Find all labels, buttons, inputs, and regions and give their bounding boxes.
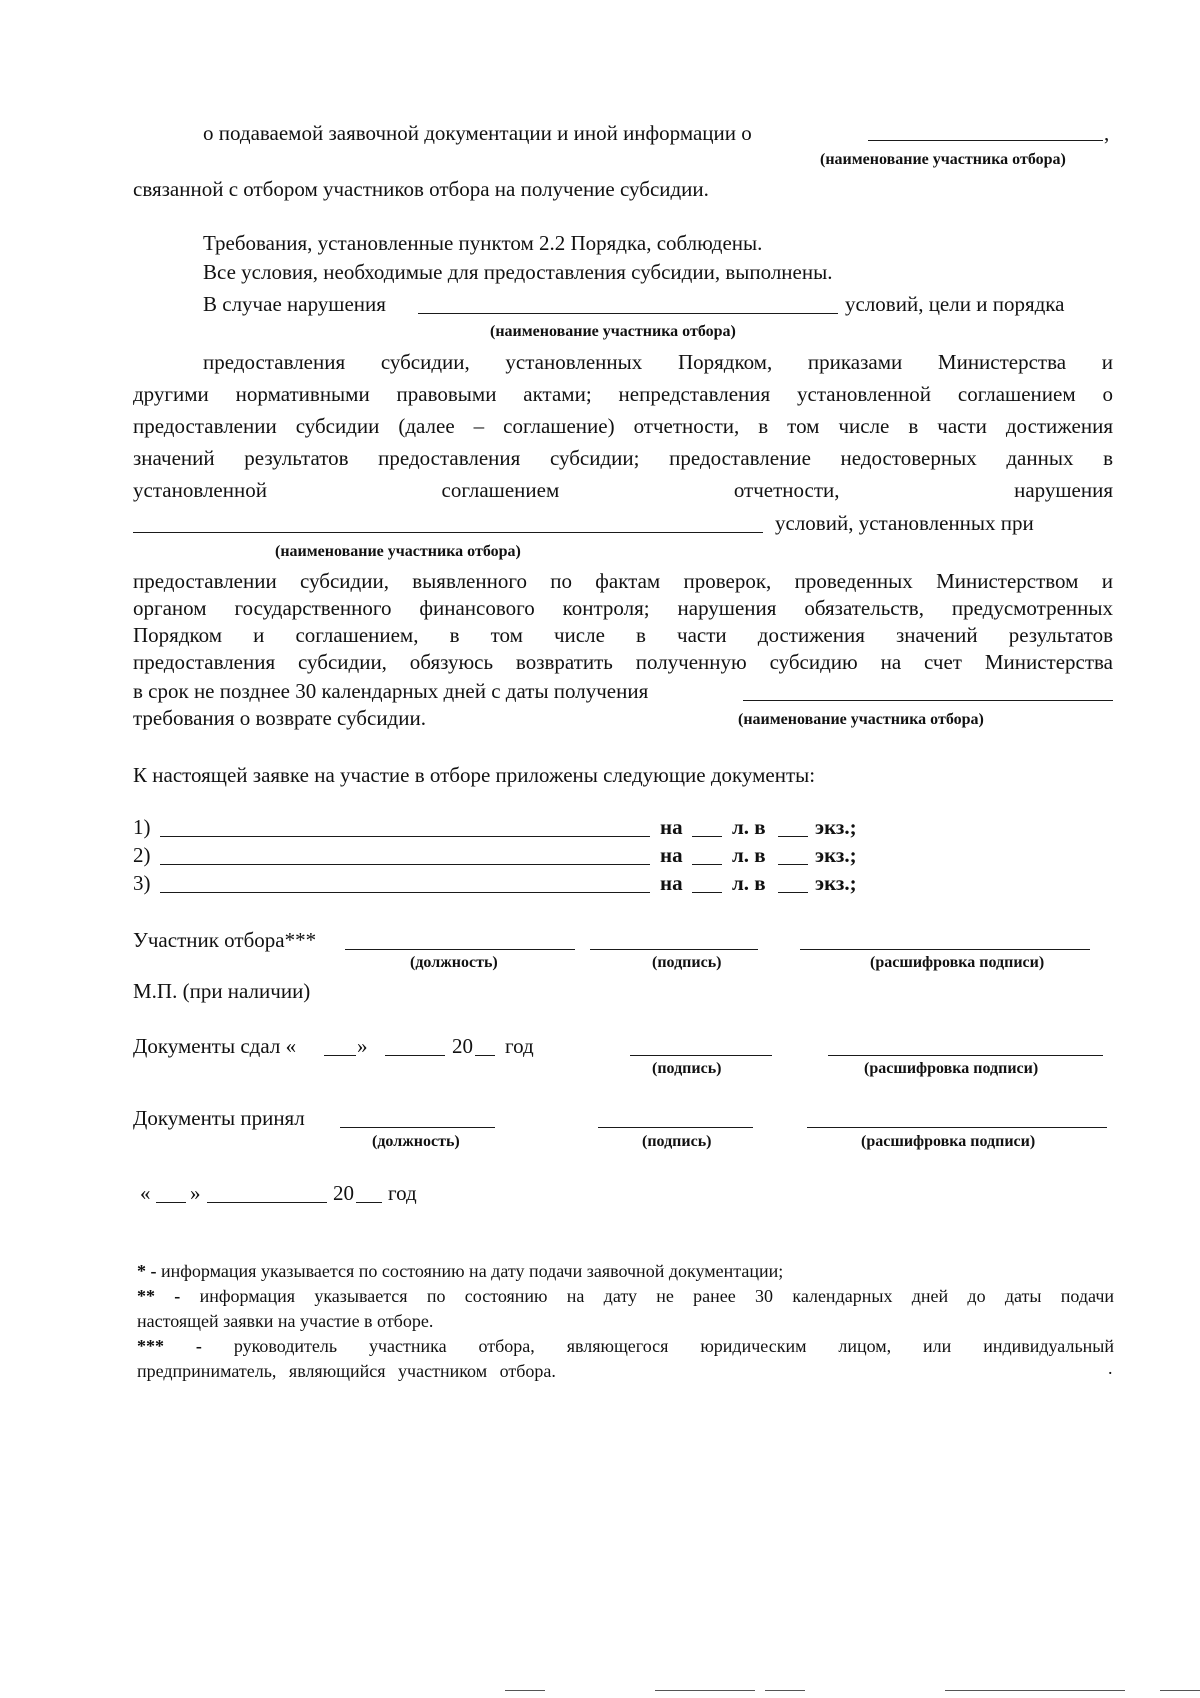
body-line-10: предоставления субсидии, обязуюсь возвратить полученную субсидию на счет Министерства	[133, 650, 1113, 674]
date-year-blank[interactable]	[356, 1202, 382, 1203]
footnote-2	[137, 1287, 1114, 1305]
attachment-sheets-blank[interactable]	[692, 864, 722, 865]
attachment-number: 2)	[133, 843, 151, 867]
scan-mark	[1160, 1690, 1200, 1691]
footnote-3-cont: предприниматель, являющийся участником отбора.	[137, 1361, 556, 1381]
conditions-met: Все условия, необходимые для предоставления субсидии, выполнены.	[203, 260, 833, 284]
violation-participant-blank[interactable]	[418, 313, 838, 314]
body-line-2: другими нормативными правовыми актами; непредставления установленной соглашением о	[133, 382, 1113, 406]
attachment-copies-label: экз.;	[815, 843, 857, 867]
attachment-copies-blank[interactable]	[778, 892, 808, 893]
attachment-sheets-label: л. в	[732, 815, 766, 839]
body-line-5: установленной соглашением отчетности, нарушения	[133, 478, 1113, 502]
body-line-12: требования о возврате субсидии.	[133, 706, 426, 730]
handed-year-word: год	[505, 1034, 534, 1058]
footnote-3-mark: *** -	[137, 1336, 202, 1356]
footnote-1-mark: * -	[137, 1261, 157, 1281]
attachment-name-blank[interactable]	[160, 892, 650, 893]
handed-day-blank[interactable]	[324, 1055, 356, 1056]
accepted-signature-blank[interactable]	[598, 1127, 753, 1128]
attachment-number: 3)	[133, 871, 151, 895]
attachment-name-blank[interactable]	[160, 864, 650, 865]
accepted-position-caption: (должность)	[372, 1133, 460, 1150]
participant-signature-blank[interactable]	[590, 949, 758, 950]
participant-position-blank[interactable]	[345, 949, 575, 950]
stray-dot: .	[1108, 1358, 1113, 1378]
breach-participant-blank[interactable]	[133, 532, 763, 533]
handed-signature-caption: (подпись)	[652, 1060, 722, 1077]
attachment-copies-label: экз.;	[815, 871, 857, 895]
attachment-copies-label: экз.;	[815, 815, 857, 839]
handed-quote-close: »	[357, 1034, 368, 1058]
attachment-na: на	[660, 843, 683, 867]
accepted-label: Документы принял	[133, 1106, 305, 1130]
footnote-2-cont: настоящей заявки на участие в отборе.	[137, 1311, 434, 1331]
breach-participant-caption: (наименование участника отбора)	[275, 543, 521, 560]
violation-end: условий, цели и порядка	[845, 292, 1065, 316]
date-year-word: год	[388, 1181, 417, 1205]
stamp-note: М.П. (при наличии)	[133, 979, 311, 1003]
footnote-1	[137, 1262, 1114, 1280]
participant-decode-blank[interactable]	[800, 949, 1090, 950]
participant-signature-caption: (подпись)	[652, 954, 722, 971]
requirements-met: Требования, установленные пунктом 2.2 Порядка, соблюдены.	[203, 231, 763, 255]
footnote-3	[137, 1337, 1114, 1355]
scan-mark	[505, 1690, 545, 1691]
refund-participant-blank[interactable]	[743, 700, 1113, 701]
handed-decode-blank[interactable]	[828, 1055, 1103, 1056]
intro-line: о подаваемой заявочной документации и иной информации о	[203, 121, 752, 145]
violation-participant-caption: (наименование участника отбора)	[490, 323, 736, 340]
accepted-position-blank[interactable]	[340, 1127, 495, 1128]
body-line-6-end: условий, установленных при	[775, 511, 1034, 535]
body-line-7: предоставлении субсидии, выявленного по фактам проверок, проведенных Министерством и	[133, 569, 1113, 593]
attachment-na: на	[660, 815, 683, 839]
participant-name-caption: (наименование участника отбора)	[820, 151, 1066, 168]
attachment-sheets-label: л. в	[732, 843, 766, 867]
handed-decode-caption: (расшифровка подписи)	[864, 1060, 1039, 1077]
date-quote-close: »	[190, 1181, 201, 1205]
accepted-decode-blank[interactable]	[807, 1127, 1107, 1128]
body-line-1: предоставления субсидии, установленных Порядком, приказами Министерства и	[203, 350, 1113, 374]
intro-line-comma: ,	[1104, 121, 1110, 145]
attachment-sheets-label: л. в	[732, 871, 766, 895]
attachment-copies-blank[interactable]	[778, 864, 808, 865]
attachment-number: 1)	[133, 815, 151, 839]
handed-month-blank[interactable]	[385, 1055, 445, 1056]
accepted-signature-caption: (подпись)	[642, 1133, 712, 1150]
handed-year-blank[interactable]	[475, 1055, 495, 1056]
attachments-heading: К настоящей заявке на участие в отборе приложены следующие документы:	[133, 763, 816, 787]
attachment-name-blank[interactable]	[160, 836, 650, 837]
attachment-copies-blank[interactable]	[778, 836, 808, 837]
handed-label: Документы сдал «	[133, 1034, 297, 1058]
accepted-decode-caption: (расшифровка подписи)	[861, 1133, 1036, 1150]
violation-start: В случае нарушения	[203, 292, 386, 316]
participant-name-blank[interactable]	[868, 140, 1103, 141]
handed-year-prefix: 20	[452, 1034, 473, 1058]
scan-mark	[655, 1690, 755, 1691]
refund-participant-caption: (наименование участника отбора)	[738, 711, 984, 728]
footnote-2-text: информация указывается по состоянию на дату не ранее 30 календарных дней до даты подачи	[199, 1286, 1115, 1306]
body-line-8: органом государственного финансового контроля; нарушения обязательств, предусмотренных	[133, 596, 1113, 620]
footnote-3-text: руководитель участника отбора, являющегося юридическим лицом, или индивидуальный	[233, 1336, 1115, 1356]
body-line-3: предоставлении субсидии (далее – соглашение) отчетности, в том числе в части достижения	[133, 414, 1113, 438]
participant-position-caption: (должность)	[410, 954, 498, 971]
attachment-sheets-blank[interactable]	[692, 836, 722, 837]
date-quote-open: «	[140, 1181, 151, 1205]
footnote-1-text: информация указывается по состоянию на дату подачи заявочной документации;	[161, 1261, 784, 1281]
body-line-4: значений результатов предоставления субсидии; предоставление недостоверных данных в	[133, 446, 1113, 470]
body-line-9: Порядком и соглашением, в том числе в части достижения значений результатов	[133, 623, 1113, 647]
scan-mark	[945, 1690, 1125, 1691]
participant-decode-caption: (расшифровка подписи)	[870, 954, 1045, 971]
attachment-na: на	[660, 871, 683, 895]
date-year-prefix: 20	[333, 1181, 354, 1205]
date-day-blank[interactable]	[156, 1202, 186, 1203]
footnote-2-mark: ** -	[137, 1286, 181, 1306]
scan-mark	[765, 1690, 805, 1691]
attachment-sheets-blank[interactable]	[692, 892, 722, 893]
handed-signature-blank[interactable]	[630, 1055, 772, 1056]
date-month-blank[interactable]	[207, 1202, 327, 1203]
intro-line-2: связанной с отбором участников отбора на получение субсидии.	[133, 177, 709, 201]
body-line-11: в срок не позднее 30 календарных дней с даты получения	[133, 679, 649, 703]
participant-label: Участник отбора***	[133, 928, 317, 952]
